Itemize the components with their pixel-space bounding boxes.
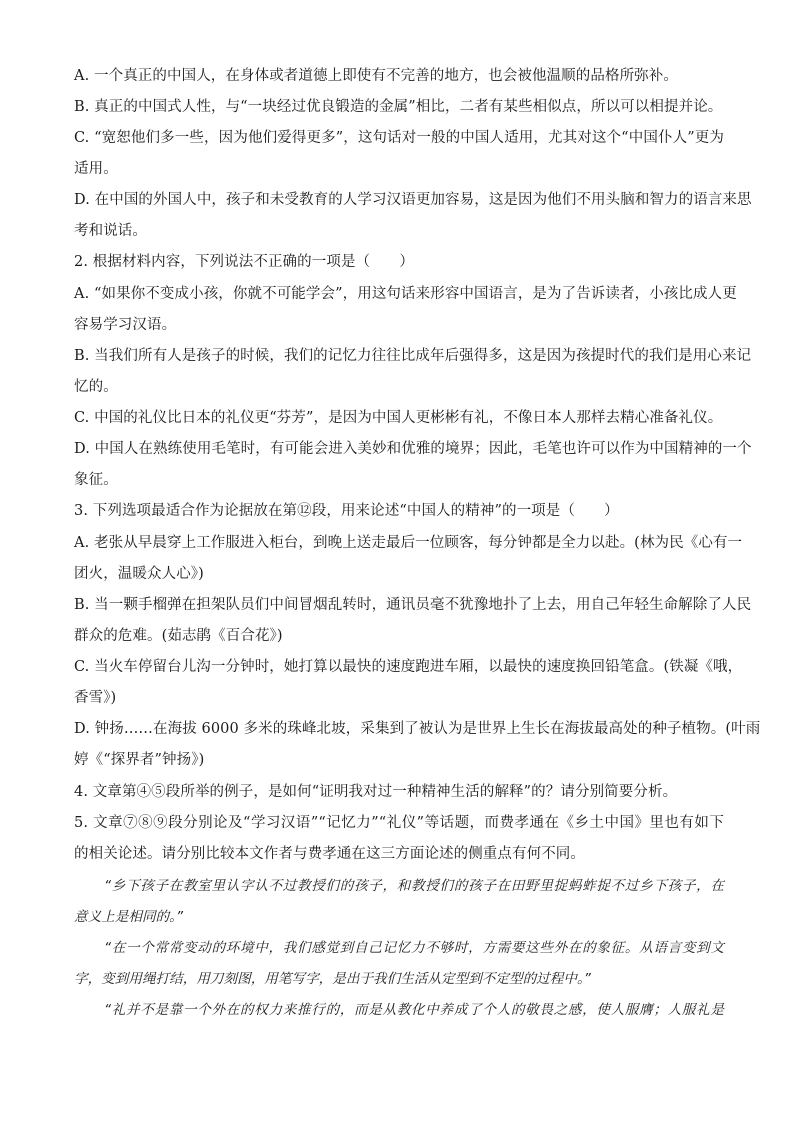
q1-option-d: D. 在中国的外国人中，孩子和未受教育的人学习汉语更加容易，这是因为他们不用头脑和智力的语言来思 bbox=[74, 192, 752, 208]
q1-option-c-cont: 适用。 bbox=[74, 161, 118, 177]
q1-option-b: B. 真正的中国式人性，与“一块经过优良锻造的金属”相比，二者有某些相似点，所以可以相提并论。 bbox=[74, 99, 723, 115]
q3-option-d-cont: 婷《“探界者”钟扬》) bbox=[74, 752, 205, 768]
quote-1: “乡下孩子在教室里认字认不过教授们的孩子，和教授们的孩子在田野里捉蚂蚱捉不过乡下孩子，在 bbox=[104, 878, 724, 894]
q1-option-d-cont: 考和说话。 bbox=[74, 223, 147, 239]
q3-option-c: C. 当火车停留台儿沟一分钟时，她打算以最快的速度跑进车厢，以最快的速度换回铅笔盒。(铁凝《哦， bbox=[74, 659, 743, 675]
q1-option-c: C. “宽恕他们多一些，因为他们爱得更多”，这句话对一般的中国人适用，尤其对这个“中国仆人”更为 bbox=[74, 130, 724, 146]
q2-option-d-cont: 象征。 bbox=[74, 472, 118, 488]
q3-option-b-cont: 群众的危难。(茹志鹃《百合花》) bbox=[74, 628, 283, 644]
q3-option-a: A. 老张从早晨穿上工作服进入柜台，到晚上送走最后一位顾客，每分钟都是全力以赴。(林为民《心有一 bbox=[74, 535, 743, 551]
q2-option-a: A. “如果你不变成小孩，你就不可能学会”，用这句话来形容中国语言，是为了告诉读者，小孩比成人更 bbox=[74, 286, 737, 302]
q2-option-b-cont: 忆的。 bbox=[74, 379, 118, 395]
q2-option-d: D. 中国人在熟练使用毛笔时，有可能会进入美妙和优雅的境界；因此，毛笔也许可以作为中国精神的一个 bbox=[74, 441, 752, 457]
question-4: 4. 文章第④⑤段所举的例子，是如何“证明我对过一种精神生活的解释”的？请分别简要分析。 bbox=[74, 784, 678, 800]
quote-2: “在一个常常变动的环境中，我们感觉到自己记忆力不够时，方需要这些外在的象征。从语言变到文 bbox=[104, 940, 724, 956]
q1-option-a: A. 一个真正的中国人，在身体或者道德上即使有不完善的地方，也会被他温顺的品格所弥补。 bbox=[74, 68, 678, 84]
q2-option-c: C. 中国的礼仪比日本的礼仪更“芬芳”，是因为中国人更彬彬有礼，不像日本人那样去精心准备礼仪。 bbox=[74, 410, 723, 426]
q3-option-d: D. 钟扬……在海拔 6000 多米的珠峰北坡，采集到了被认为是世界上生长在海拔最高处的种子植物。(叶雨 bbox=[74, 721, 761, 737]
q3-option-b: B. 当一颗手榴弹在担架队员们中间冒烟乱转时，通讯员毫不犹豫地扑了上去，用自己年轻生命解除了人民 bbox=[74, 597, 752, 613]
question-5-cont: 的相关论述。请分别比较本文作者与费孝通在这三方面论述的侧重点有何不同。 bbox=[74, 846, 585, 862]
quote-3: “礼并不是靠一个外在的权力来推行的，而是从教化中养成了个人的敬畏之感，使人服膺；人服礼是 bbox=[104, 1002, 724, 1018]
q2-option-b: B. 当我们所有人是孩子的时候，我们的记忆力往往比成年后强得多，这是因为孩提时代的我们是用心来记 bbox=[74, 348, 752, 364]
q2-option-a-cont: 容易学习汉语。 bbox=[74, 317, 177, 333]
question-5: 5. 文章⑦⑧⑨段分别论及“学习汉语”“记忆力”“礼仪”等话题，而费孝通在《乡土中国》里也有如下 bbox=[74, 815, 724, 831]
question-3-stem: 3. 下列选项最适合作为论据放在第⑫段，用来论述“中国人的精神”的一项是（ ） bbox=[74, 503, 619, 519]
quote-2-cont: 字，变到用绳打结，用刀刻图，用笔写字，是出于我们生活从定型到不定型的过程中。” bbox=[74, 971, 591, 987]
question-2-stem: 2. 根据材料内容，下列说法不正确的一项是（ ） bbox=[74, 254, 414, 270]
q3-option-a-cont: 团火，温暖众人心》) bbox=[74, 566, 204, 582]
quote-1-cont: 意义上是相同的。” bbox=[74, 909, 183, 925]
q3-option-c-cont: 香雪》) bbox=[74, 690, 117, 706]
